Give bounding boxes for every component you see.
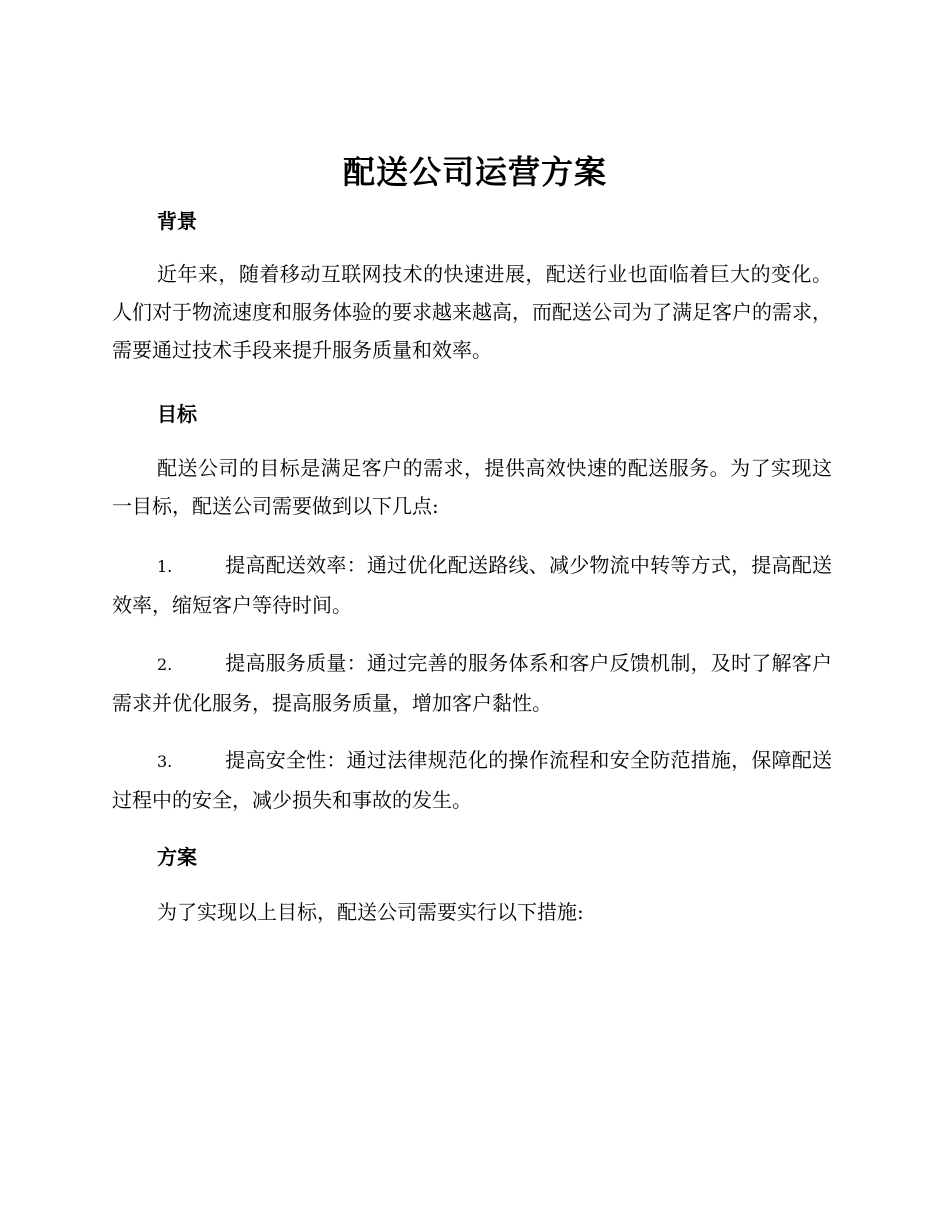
goal-list-item-2 (112, 644, 832, 722)
list-item-text: 提高安全性：通过法律规范化的操作流程和安全防范措施，保障配送过程中的安全，减少损失和事故的发生。 (112, 748, 832, 812)
list-item-text: 提高服务质量：通过完善的服务体系和客户反馈机制，及时了解客户需求并优化服务，提高服务质量，增加客户黏性。 (112, 651, 832, 715)
list-item-number: 1. (157, 557, 173, 576)
document-title: 配送公司运营方案 (342, 153, 607, 191)
background-paragraph: 近年来，随着移动互联网技术的快速进展，配送行业也面临着巨大的变化。人们对于物流速度和服务体验的要求越来越高，而配送公司为了满足客户的需求，需要通过技术手段来提升服务质量和效率。 (112, 262, 832, 362)
goal-list-item-3 (112, 741, 832, 819)
section-heading-background: 背景 (157, 209, 197, 233)
section-heading-plan: 方案 (157, 845, 197, 869)
goal-list-item-1 (112, 546, 832, 624)
list-item-number: 2. (157, 655, 173, 674)
section-heading-goals: 目标 (157, 402, 197, 426)
list-item-number: 3. (157, 752, 173, 771)
plan-paragraph: 为了实现以上目标，配送公司需要实行以下措施: (157, 900, 584, 924)
goals-paragraph: 配送公司的目标是满足客户的需求，提供高效快速的配送服务。为了实现这一目标，配送公司需要做到以下几点: (112, 456, 832, 518)
list-item-text: 提高配送效率：通过优化配送路线、减少物流中转等方式，提高配送效率，缩短客户等待时间。 (112, 553, 832, 617)
